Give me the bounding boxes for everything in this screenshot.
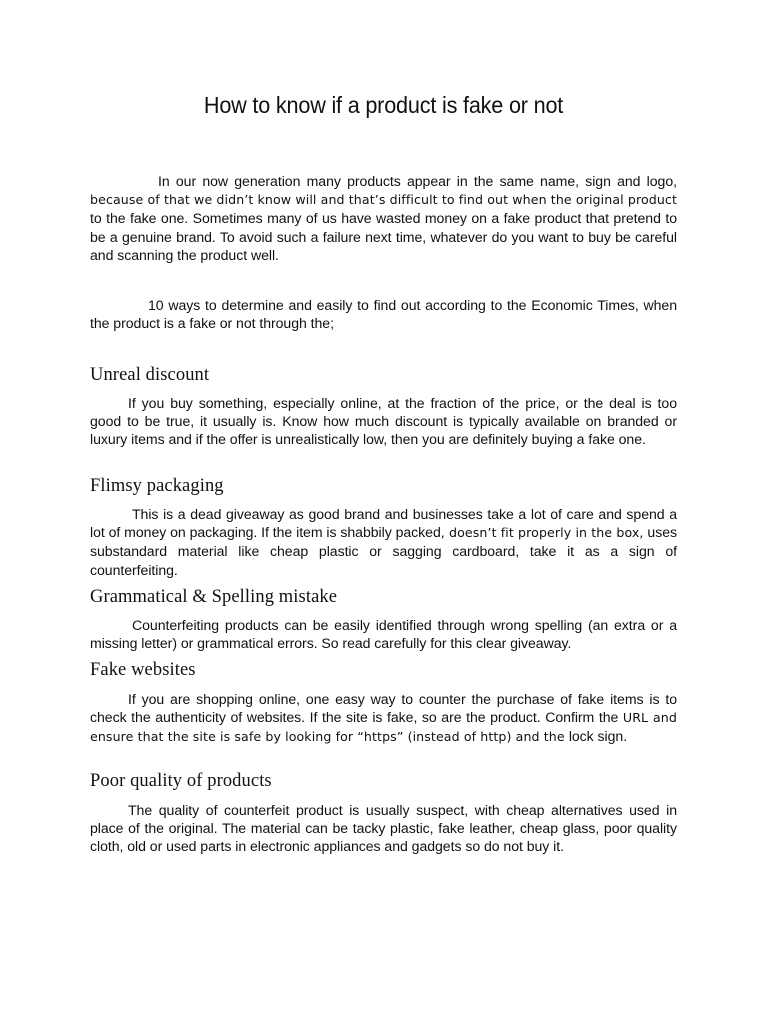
page-title: How to know if a product is fake or not — [203, 92, 564, 118]
websites-text-2: URL and ensure that the site is safe by looking for “https” (instead of http) and the — [90, 710, 677, 745]
section-body-poor-quality: The quality of counterfeit product is usually suspect, with cheap alternatives used in place of the original. The material can be tacky plastic, fake leather, cheap glass, poor quality cloth, old or used parts in electronic appliances and gadgets so do not buy it. — [90, 802, 677, 855]
flimsy-text-1: This is a dead giveaway as good brand and businesses take a lot of care and spend a lot of money on packaging. If the item is shabbily packed — [90, 506, 677, 541]
flimsy-text-3: uses substandard material like cheap plastic or sagging cardboard, take it as a sign of counterfeiting. — [90, 524, 677, 578]
section-heading-flimsy-packaging: Flimsy packaging — [90, 476, 224, 496]
section-heading-poor-quality: Poor quality of products — [90, 771, 272, 791]
section-body-grammatical: Counterfeiting products can be easily identified through wrong spelling (an extra or a missing letter) or grammatical errors. So read carefully for this clear giveaway. — [90, 617, 677, 652]
section-heading-fake-websites: Fake websites — [90, 660, 196, 680]
websites-text-1: If you are shopping online, one easy way to counter the purchase of fake items is to check the authenticity of websites. If the site is fake, so are the product. Confirm the — [90, 691, 677, 726]
section-heading-grammatical: Grammatical & Spelling mistake — [90, 587, 338, 607]
section-body-unreal-discount: If you buy something, especially online, at the fraction of the price, or the deal is too good to be true, it usually is. Know how much discount is typically available on branded or luxury items and if the offer is unrealistically low, then you are definitely buying a fake one. — [90, 395, 677, 448]
intro-text-2: because of that we didn’t know will and that’s difficult to find out when the original product — [90, 192, 677, 208]
ways-paragraph: 10 ways to determine and easily to find out according to the Economic Times, when the product is a fake or not through the; — [90, 297, 677, 332]
websites-text-3: lock — [568, 728, 594, 745]
section-body-fake-websites — [90, 690, 677, 747]
section-body-flimsy-packaging — [90, 505, 677, 579]
flimsy-text-2: , doesn’t fit properly in the box, — [440, 525, 644, 541]
section-heading-unreal-discount: Unreal discount — [90, 365, 210, 385]
intro-paragraph — [90, 172, 677, 264]
intro-text-1: In our now generation many products appear in the same name, sign and logo, — [158, 173, 677, 189]
websites-text-4: sign. — [593, 728, 628, 745]
intro-text-3: to the fake one. Sometimes many of us have wasted money on a fake product that pretend to be a genuine brand. To avoid such a failure next time, whatever do you want to buy be careful and scanning the product well. — [90, 210, 677, 263]
